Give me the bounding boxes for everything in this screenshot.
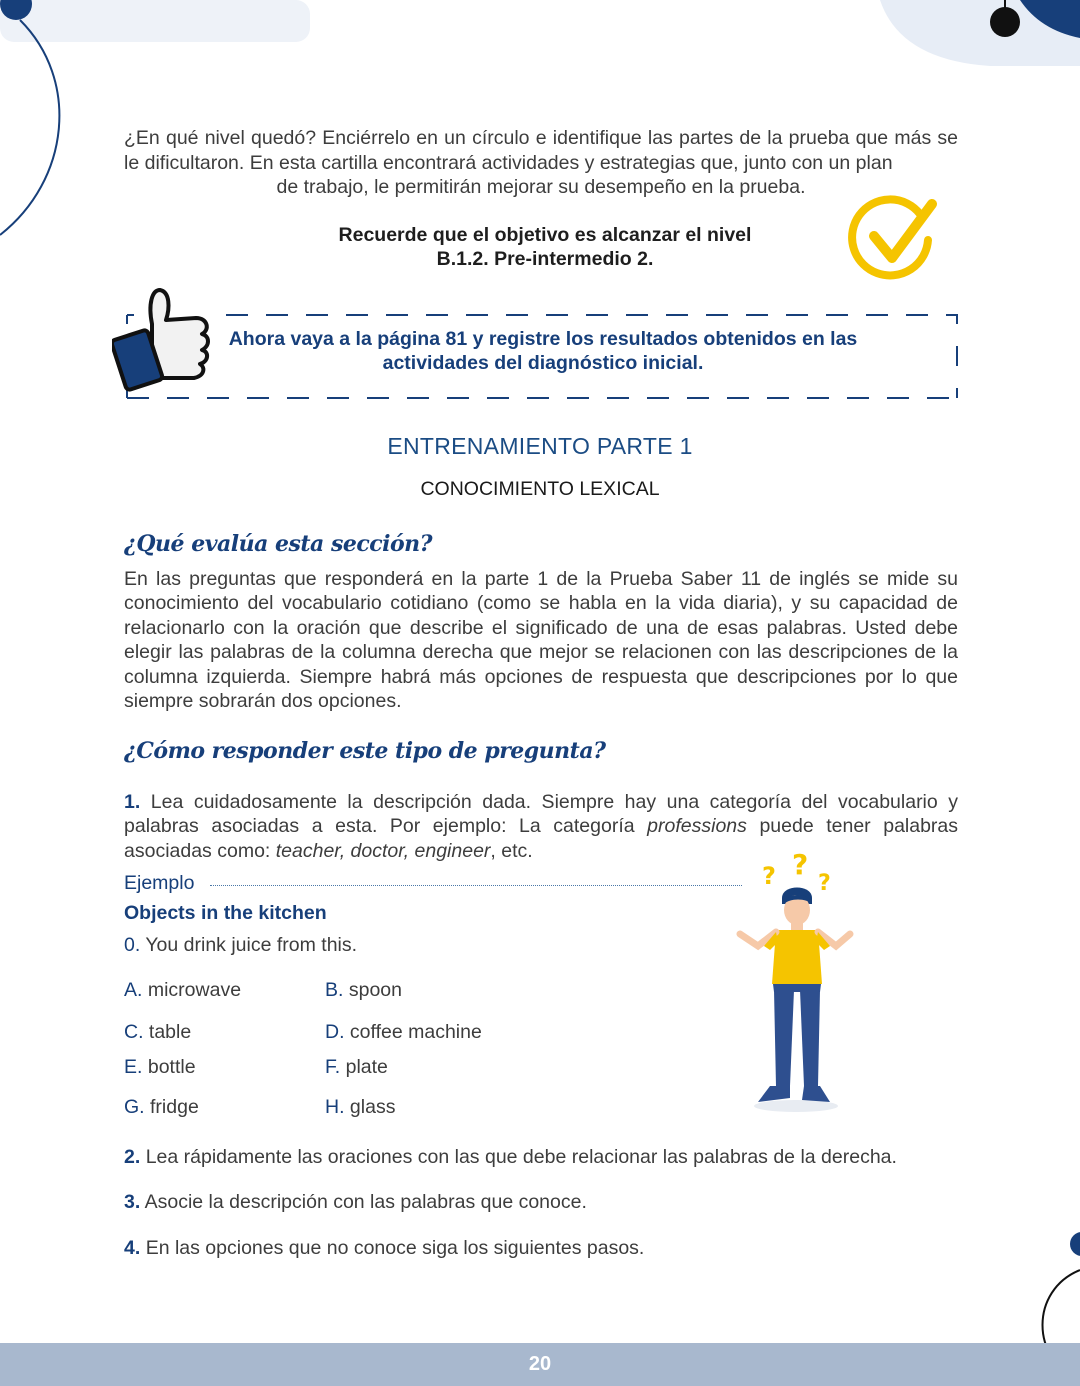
step-1-text-b: puede tener palabras asociadas como: xyxy=(124,815,959,862)
step-2 xyxy=(124,1146,897,1169)
svg-text:?: ? xyxy=(762,862,776,890)
top-decoration xyxy=(0,0,1080,80)
evaluates-heading: ¿Qué evalúa esta sección? xyxy=(124,531,433,557)
step-1-text-a: Lea cuidadosamente la descripción dada. Siempre hay una categoría del vocabulario y palabras asociadas a esta. Por ejemplo: La categoría xyxy=(124,791,958,838)
option-f xyxy=(325,1056,388,1079)
option-b xyxy=(325,979,402,1002)
notice-line-1: Ahora vaya a la página 81 y registre los resultados obtenidos en las xyxy=(228,328,858,350)
option-h-text: glass xyxy=(349,1096,396,1118)
option-e xyxy=(124,1056,196,1079)
option-c xyxy=(124,1021,191,1044)
step-2-text: Lea rápidamente las oraciones con las que debe relacionar las palabras de la derecha. xyxy=(145,1146,897,1168)
option-d xyxy=(325,1021,482,1044)
option-e-letter: E. xyxy=(124,1056,143,1078)
option-g-letter: G. xyxy=(124,1096,145,1118)
svg-text:?: ? xyxy=(792,850,809,881)
option-b-text: spoon xyxy=(348,979,402,1001)
option-a xyxy=(124,979,241,1002)
step-4-number: 4. xyxy=(124,1237,141,1259)
example-question-number: 0. xyxy=(124,934,141,956)
option-d-text: coffee machine xyxy=(349,1021,482,1043)
section-title: ENTRENAMIENTO PARTE 1 xyxy=(387,433,693,459)
option-d-letter: D. xyxy=(325,1021,345,1043)
step-1-italic-b: teacher, doctor, engineer xyxy=(275,839,491,862)
step-1-text-c: , etc. xyxy=(490,839,533,862)
step-2-number: 2. xyxy=(124,1146,141,1168)
intro-last-line: de trabajo, le permitirán mejorar su desempeño en la prueba. xyxy=(276,176,806,198)
step-4-text: En las opciones que no conoce siga los siguientes pasos. xyxy=(145,1237,645,1259)
example-divider xyxy=(210,885,742,886)
intro-text: ¿En qué nivel quedó? Enciérrelo en un círculo e identifique las partes de la prueba que más se le dificultaron. En esta cartilla encontrará actividades y estrategias que, junto con un plan xyxy=(124,127,958,174)
step-1-number: 1. xyxy=(124,791,141,813)
page-number: 20 xyxy=(528,1353,552,1375)
example-question xyxy=(124,934,357,957)
notice-line-2: actividades del diagnóstico inicial. xyxy=(382,352,704,374)
option-g xyxy=(124,1096,199,1119)
option-c-letter: C. xyxy=(124,1021,144,1043)
option-g-text: fridge xyxy=(150,1096,199,1118)
option-e-text: bottle xyxy=(147,1056,196,1078)
intro-paragraph xyxy=(124,126,958,200)
option-b-letter: B. xyxy=(325,979,344,1001)
example-category: Objects in the kitchen xyxy=(124,902,327,924)
section-subtitle: CONOCIMIENTO LEXICAL xyxy=(420,478,660,500)
option-a-text: microwave xyxy=(147,979,242,1001)
option-f-letter: F. xyxy=(325,1056,341,1078)
reminder-text xyxy=(290,223,800,271)
option-h-letter: H. xyxy=(325,1096,345,1118)
example-question-text: You drink juice from this. xyxy=(145,934,358,956)
option-h xyxy=(325,1096,395,1119)
reminder-line-2: B.1.2. Pre-intermedio 2. xyxy=(436,248,654,270)
option-a-letter: A. xyxy=(124,979,143,1001)
step-3-number: 3. xyxy=(124,1191,141,1213)
option-f-text: plate xyxy=(345,1056,388,1078)
step-3 xyxy=(124,1191,587,1214)
confused-person-illustration xyxy=(730,850,860,1115)
howto-heading: ¿Cómo responder este tipo de pregunta? xyxy=(124,738,606,764)
svg-text:?: ? xyxy=(818,871,831,896)
step-1-italic-a: professions xyxy=(647,815,747,838)
example-label: Ejemplo xyxy=(124,872,195,894)
reminder-line-1: Recuerde que el objetivo es alcanzar el nivel xyxy=(338,224,752,246)
step-4 xyxy=(124,1237,644,1260)
option-c-text: table xyxy=(148,1021,192,1043)
thumbs-up-icon xyxy=(112,284,216,394)
checkmark-circle-icon xyxy=(848,192,940,284)
notice-text xyxy=(208,327,878,375)
step-3-text: Asocie la descripción con las palabras que conoce. xyxy=(144,1191,587,1213)
left-arc-decoration xyxy=(0,0,80,250)
evaluates-body: En las preguntas que responderá en la parte 1 de la Prueba Saber 11 de inglés se mide su conocimiento del vocabulario cotidiano (como se habla en la vida diaria), y su capacidad de relacionarlo con la oración que describe el significado de una de esas palabras. Usted debe elegir las palabras de la columna derecha que mejor se relacionen con las descripciones de la columna izquierda. Siempre habrá más opciones de respuesta que descripciones por lo que siempre sobrarán dos opciones. xyxy=(124,568,958,713)
